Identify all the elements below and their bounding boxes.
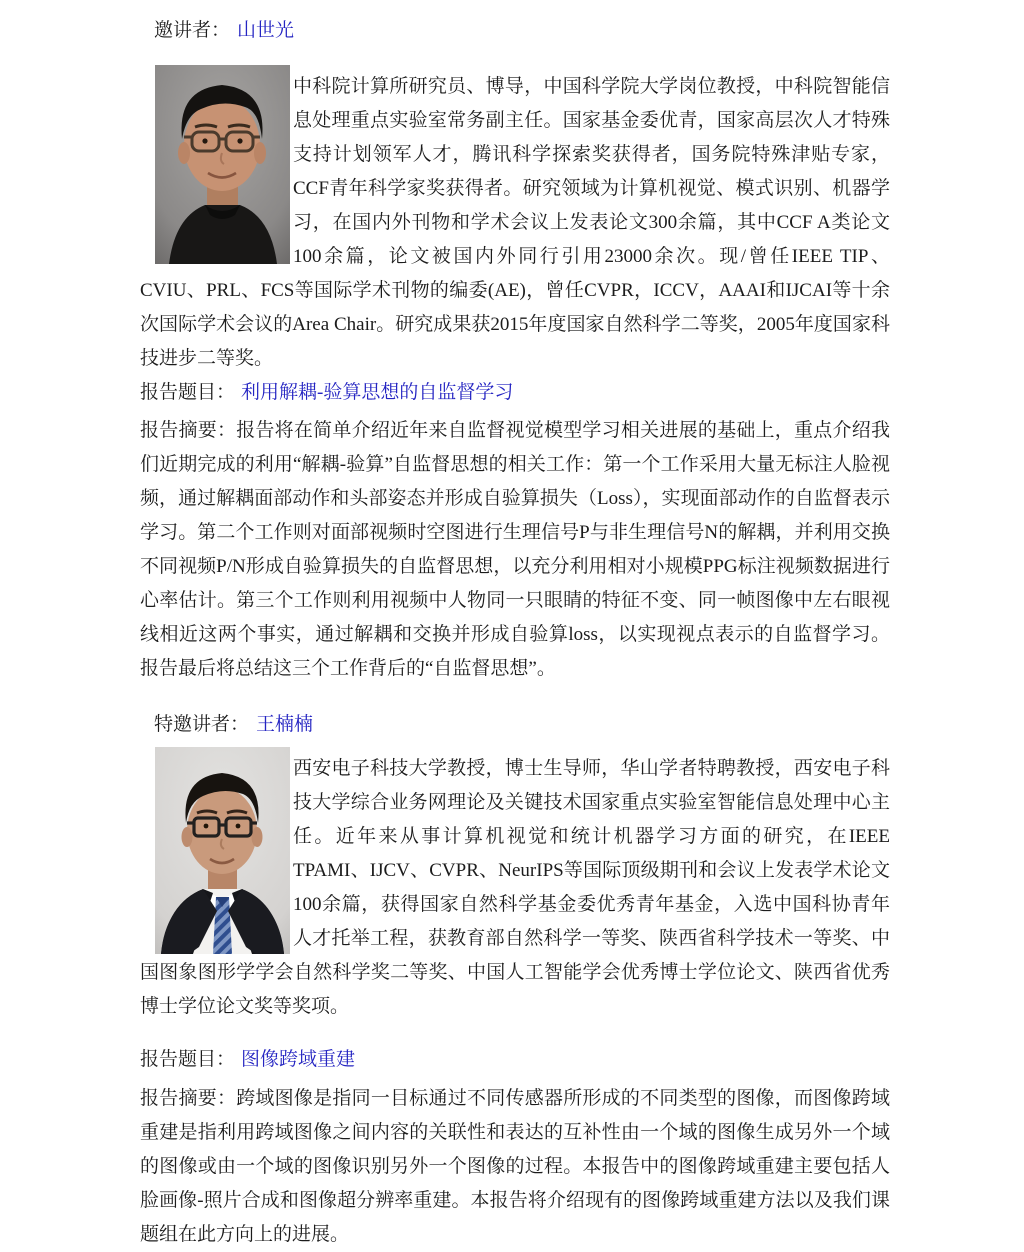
speaker1-abstract (140, 414, 890, 686)
speaker1-photo (155, 65, 290, 264)
speaker1-talk-title-line (140, 376, 890, 410)
speaker2-abstract-label: 报告摘要： (140, 1088, 237, 1109)
speaker2-talk-title-line (140, 1043, 890, 1077)
speaker1-bio-text: 中科院计算所研究员、博导，中国科学院大学岗位教授，中科院智能信息处理重点实验室常务副主任。国家基金委优青，国家高层次人才特殊支持计划领军人才，腾讯科学探索奖获得者，国务院特殊津贴专家，CCF青年科学家奖获得者。研究领域为计算机视觉、模式识别、机器学习，在国内外刊物和学术会议上发表论文300余篇，其中CCF A类论文100余篇，论文被国内外同行引用23000余次。现/曾任IEEE TIP、CVIU、PRL、FCS等国际学术刊物的编委(AE)，曾任CVPR，ICCV，AAAI和IJCAI等十余次国际学术会议的Area Chair。研究成果获2015年度国家自然科学二等奖，2005年度国家科技进步二等奖。 (140, 76, 890, 369)
speaker2-abstract-text: 跨域图像是指同一目标通过不同传感器所形成的不同类型的图像，而图像跨域重建是指利用跨域图像之间内容的关联性和表达的互补性由一个域的图像生成另外一个域的图像或由一个域的图像识别另外一个图像的过程。本报告中的图像跨域重建主要包括人脸画像-照片合成和图像超分辨率重建。本报告将介绍现有的图像跨域重建方法以及我们课题组在此方向上的进展。 (140, 1088, 890, 1245)
speaker2-bio (140, 752, 890, 1024)
speaker2-bio-text: 西安电子科技大学教授，博士生导师，华山学者特聘教授，西安电子科技大学综合业务网理论及关键技术国家重点实验室智能信息处理中心主任。近年来从事计算机视觉和统计机器学习方面的研究，在IEEE TPAMI、IJCV、CVPR、NeurIPS等国际顶级期刊和会议上发表学术论文100余篇，获得国家自然科学基金委优秀青年基金，入选中国科协青年人才托举工程，获教育部自然科学一等奖、陕西省科学技术一等奖、中国图象图形学学会自然科学奖二等奖、中国人工智能学会优秀博士学位论文、陕西省优秀博士学位论文奖等奖项。 (140, 758, 890, 1017)
speaker2-portrait-image (155, 747, 290, 954)
speaker2-heading (154, 708, 890, 742)
speaker1-abstract-text: 报告将在简单介绍近年来自监督视觉模型学习相关进展的基础上，重点介绍我们近期完成的利用“解耦-验算”自监督思想的相关工作：第一个工作采用大量无标注人脸视频，通过解耦面部动作和头部姿态并形成自验算损失（Loss），实现面部动作的自监督表示学习。第二个工作则对面部视频时空图进行生理信号P与非生理信号N的解耦，并利用交换不同视频P/N形成自验算损失的自监督思想，以充分利用相对小规模PPG标注视频数据进行心率估计。第三个工作则利用视频中人物同一只眼睛的特征不变、同一帧图像中左右眼视线相近这两个事实，通过解耦和交换并形成自验算loss，以实现视点表示的自监督学习。报告最后将总结这三个工作背后的“自监督思想”。 (140, 420, 890, 679)
speaker1-name-link[interactable]: 山世光 (237, 20, 295, 41)
speaker1-talk-title-link[interactable]: 利用解耦-验算思想的自监督学习 (241, 382, 514, 403)
speaker1-bio (140, 70, 890, 376)
speaker2-abstract (140, 1082, 890, 1252)
speaker2-name-link[interactable]: 王楠楠 (256, 714, 314, 735)
speaker1-abstract-label: 报告摘要： (140, 420, 237, 441)
speaker2-heading-label: 特邀讲者： (154, 714, 250, 735)
speaker2-photo (155, 747, 290, 954)
speaker1-heading (154, 14, 890, 48)
speaker1-talk-title-label: 报告题目： (140, 382, 236, 403)
speaker1-section (140, 14, 890, 686)
speaker1-portrait-image (155, 65, 290, 264)
speaker1-heading-label: 邀讲者： (154, 20, 231, 41)
speaker2-section (140, 708, 890, 1252)
speaker2-talk-title-link[interactable]: 图像跨域重建 (241, 1049, 356, 1070)
speaker2-talk-title-label: 报告题目： (140, 1049, 236, 1070)
